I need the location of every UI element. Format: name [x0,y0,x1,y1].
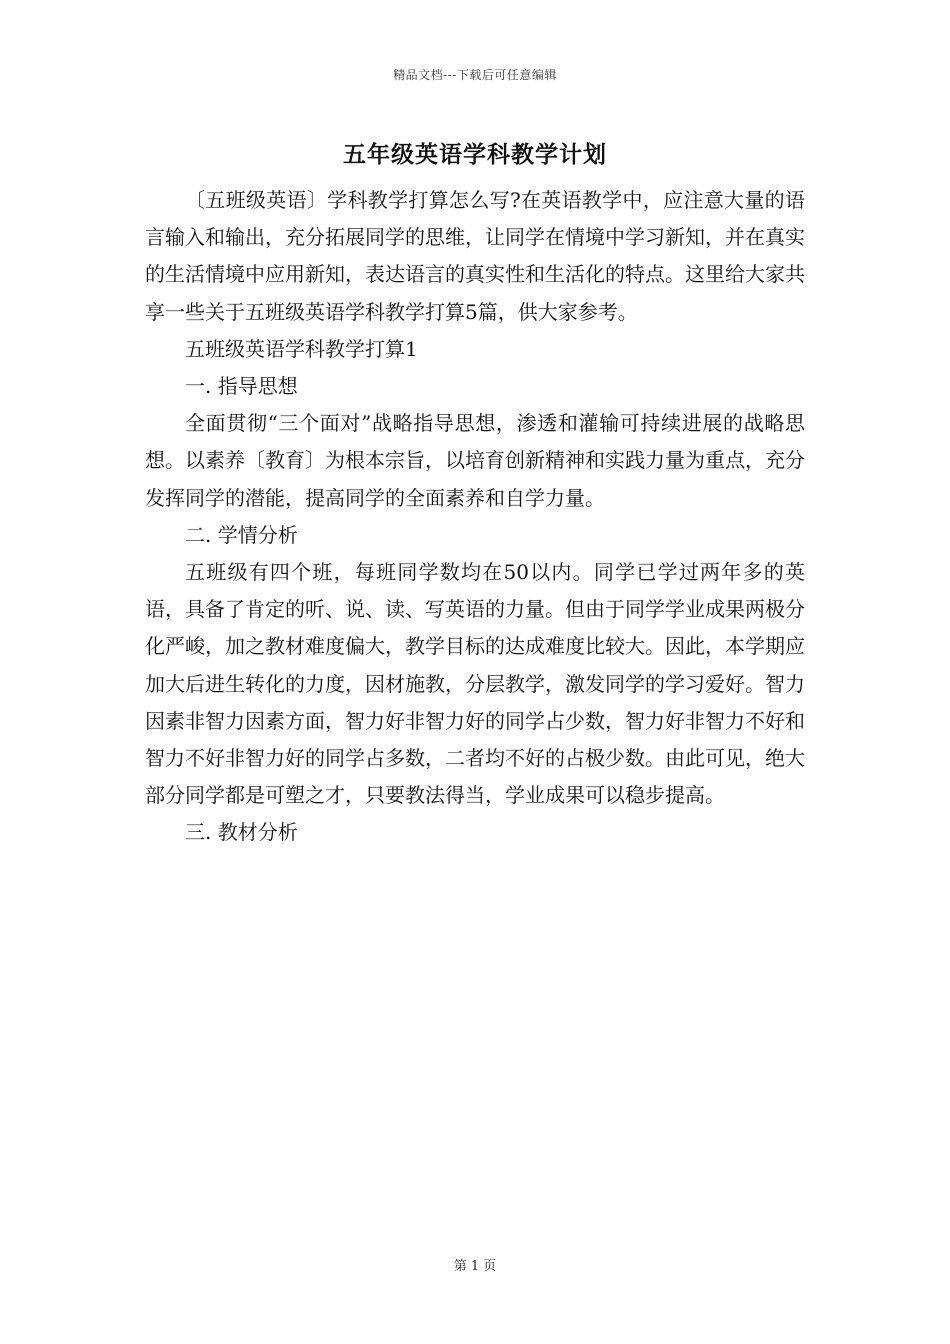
page-header: 精品文档---下载后可任意编辑 [393,68,557,82]
intro-paragraph: 〔五班级英语〕学科教学打算怎么写?在英语教学中，应注意大量的语言输入和输出，充分拓展同学的思维，让同学在情境中学习新知，并在真实的生活情境中应用新知，表达语言的真实性和生活化的特点。这里给大家共享一些关于五班级英语学科教学打算5篇，供大家参考。 [145,188,805,324]
document-body [145,182,805,852]
section-heading-guiding-ideas: 一. 指导思想 [185,374,298,399]
plan-heading: 五班级英语学科教学打算1 [185,336,418,361]
section-heading-textbook-analysis: 三. 教材分析 [185,820,298,845]
section-heading-student-analysis: 二. 学情分析 [185,522,298,547]
guiding-ideas-paragraph: 全面贯彻“三个面对”战略指导思想，渗透和灌输可持续进展的战略思想。以素养〔教育〕为根本宗旨，以培育创新精神和实践力量为重点，充分发挥同学的潜能，提高同学的全面素养和自学力量。 [145,411,805,510]
page-number: 第 1 页 [453,1259,497,1274]
student-analysis-paragraph: 五班级有四个班，每班同学数均在50以内。同学已学过两年多的英语，具备了肯定的听、说、读、写英语的力量。但由于同学学业成果两极分化严峻，加之教材难度偏大，教学目标的达成难度比较大。因此，本学期应加大后进生转化的力度，因材施教，分层教学，激发同学的学习爱好。智力因素非智力因素方面，智力好非智力好的同学占少数，智力好非智力不好和智力不好非智力好的同学占多数，二者均不好的占极少数。由此可见，绝大部分同学都是可塑之才，只要教法得当，学业成果可以稳步提高。 [145,560,805,808]
document-title: 五年级英语学科教学计划 [343,141,607,168]
